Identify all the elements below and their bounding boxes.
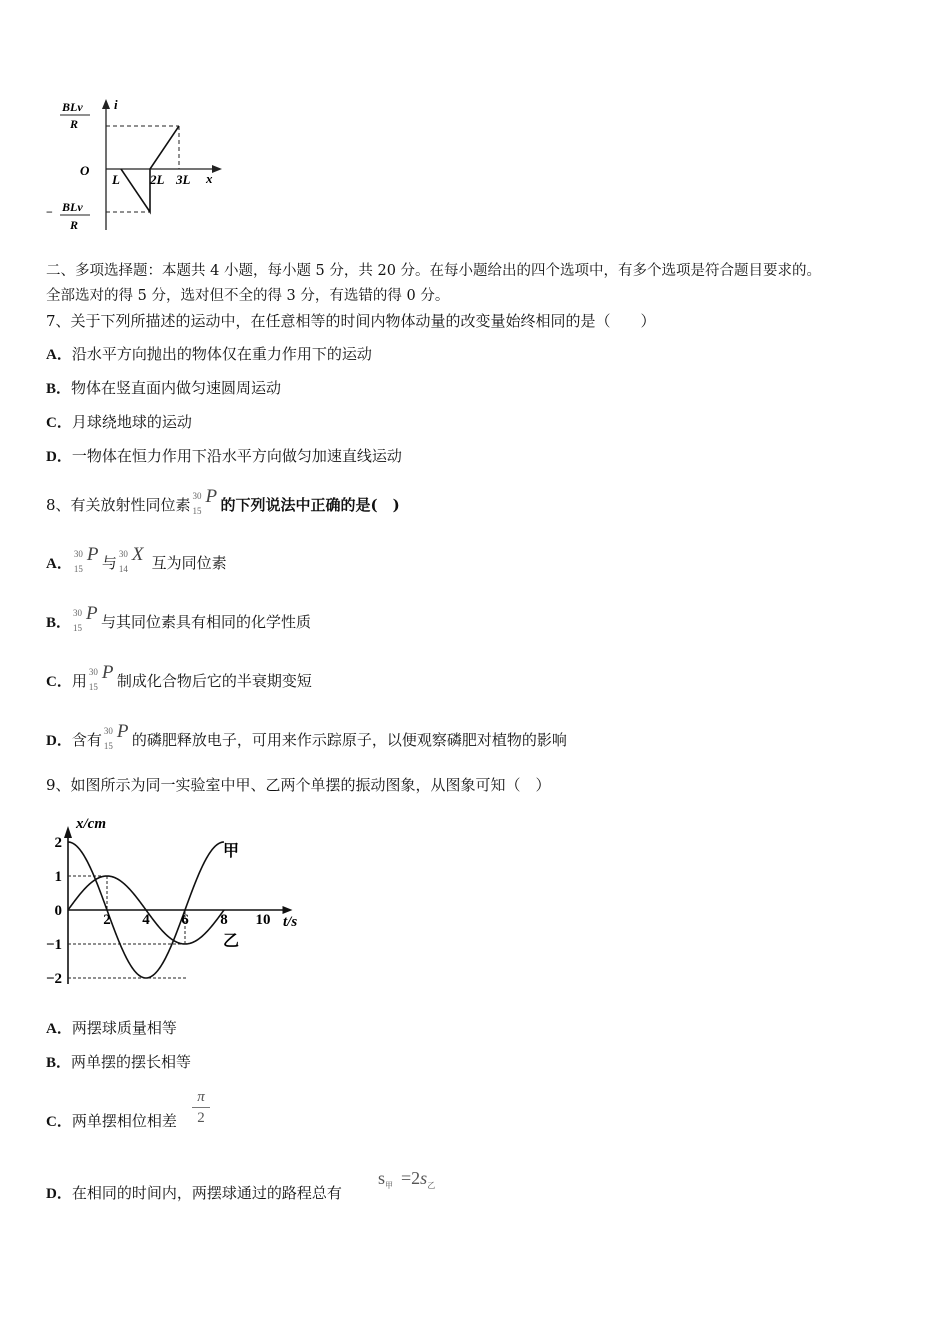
section2-line2: 全部选对的得 5 分，选对但不全的得 3 分，有选错的得 0 分。 (46, 288, 450, 304)
x-tick-label: 4 (142, 912, 150, 928)
top-frac-num: BLv (62, 100, 83, 114)
q8-option-a (46, 546, 227, 574)
element-symbol: P (86, 544, 99, 565)
formula-s1: s (378, 1168, 386, 1188)
q8-option-b (46, 605, 311, 633)
q8-stem (46, 488, 400, 516)
q8-stem-after: 的下列说法中正确的是( ) (220, 496, 400, 514)
y-axis-label: x/cm (76, 816, 106, 832)
x-axis-label: t/s (283, 914, 298, 930)
q9-option-b (46, 1052, 191, 1073)
top-frac-den: R (70, 117, 79, 131)
fraction-bar (192, 1107, 210, 1108)
option-letter: A． (46, 1021, 72, 1037)
induced-current-graph (40, 95, 230, 235)
tick-L: L (112, 172, 120, 187)
isotope-x30 (117, 546, 147, 574)
mass-number: 30 (103, 726, 113, 736)
fraction-denominator: 2 (197, 1110, 205, 1126)
option-letter: C． (46, 415, 72, 431)
isotope-p30 (72, 546, 102, 574)
option-text: 互为同位素 (151, 554, 227, 572)
option-text: 物体在竖直面内做匀速圆周运动 (71, 379, 282, 397)
y-tick-label: 2 (54, 835, 62, 851)
q7-stem: 7、关于下列所描述的运动中，在任意相等的时间内物体动量的改变量始终相同的是（ ） (46, 312, 656, 330)
option-text-mid: 与 (101, 554, 117, 572)
option-letter: B． (46, 381, 72, 397)
y-tick-label: −2 (45, 971, 62, 987)
option-letter: C． (46, 1114, 72, 1130)
element-symbol: P (86, 603, 98, 624)
series-label-yi: 乙 (223, 933, 240, 950)
option-letter: C． (46, 674, 72, 690)
formula-sub2: 乙 (427, 1181, 436, 1190)
mass-number: 30 (118, 549, 128, 559)
option-text: 沿水平方向抛出的物体仅在重力作用下的运动 (71, 345, 372, 363)
q9-option-a (46, 1018, 177, 1039)
i-axis-arrow (102, 99, 110, 109)
option-text-before: 用 (71, 672, 87, 690)
mass-number: 30 (88, 667, 98, 677)
mass-number: 30 (73, 549, 83, 559)
mass-number: 30 (192, 491, 202, 501)
formula-eq: =2 (401, 1168, 421, 1188)
x-tick-label: 8 (220, 912, 228, 928)
option-text: 两单摆的摆长相等 (71, 1053, 192, 1071)
atomic-number: 15 (103, 741, 113, 751)
x-tick-label: 6 (181, 912, 189, 928)
option-text: 两摆球质量相等 (71, 1019, 177, 1037)
q7-option-d (46, 446, 402, 467)
q9-stem: 9、如图所示为同一实验室中甲、乙两个单摆的振动图象，从图象可知（ ） (46, 776, 551, 794)
atomic-number: 15 (192, 506, 202, 516)
option-letter: A． (46, 347, 72, 363)
element-symbol: P (116, 721, 129, 742)
neg-sign: − (46, 205, 53, 219)
bottom-frac-num: BLv (62, 200, 83, 214)
q7-option-c (46, 412, 192, 433)
isotope-p30 (102, 723, 132, 751)
option-text: 的磷肥释放电子，可用来作示踪原子，以便观察磷肥对植物的影响 (131, 731, 567, 749)
option-letter: A． (46, 556, 72, 572)
x-axis-arrow (212, 165, 222, 173)
option-text: 两单摆相位相差 (71, 1112, 177, 1130)
option-letter: D． (46, 1186, 72, 1202)
x-axis-arrow (283, 906, 293, 914)
option-letter: B． (46, 1055, 72, 1071)
formula-s2: s (420, 1168, 428, 1188)
x-tick-label: 2 (103, 912, 111, 928)
tick-2L: 2L (150, 172, 165, 187)
isotope-p30 (87, 664, 117, 692)
option-text: 与其同位素具有相同的化学性质 (101, 613, 312, 631)
origin-label: O (80, 163, 90, 178)
path-formula (378, 1168, 435, 1191)
oscillation-chart (40, 808, 310, 998)
option-text-before: 含有 (71, 731, 102, 749)
element-symbol: P (101, 662, 114, 683)
bottom-frac-den: R (70, 218, 79, 232)
mass-number: 30 (73, 608, 83, 618)
i-axis-label: i (114, 97, 118, 112)
option-letter: D． (46, 449, 72, 465)
q9-option-d (46, 1183, 342, 1204)
y-tick-label: −1 (45, 937, 62, 953)
q7-option-b (46, 378, 281, 399)
y-tick-label: 1 (54, 869, 62, 885)
formula-sub1: 甲 (385, 1181, 394, 1190)
element-symbol: P (205, 486, 218, 507)
option-text: 月球绕地球的运动 (71, 413, 192, 431)
x-tick-label: 10 (255, 912, 271, 928)
option-text: 在相同的时间内，两摆球通过的路程总有 (71, 1184, 342, 1202)
atomic-number: 14 (118, 564, 128, 574)
fraction-numerator: π (197, 1089, 205, 1105)
x-axis-label: x (206, 171, 213, 186)
pi-over-two-fraction (192, 1088, 210, 1127)
element-symbol: X (131, 544, 144, 565)
y-tick-label: 0 (54, 903, 62, 919)
option-letter: D． (46, 733, 72, 749)
q7-option-a (46, 344, 372, 365)
isotope-p30 (71, 605, 101, 633)
option-letter: B． (46, 615, 72, 631)
tick-3L: 3L (176, 172, 191, 187)
series-label-jia: 甲 (223, 843, 240, 860)
atomic-number: 15 (88, 682, 98, 692)
atomic-number: 15 (73, 564, 83, 574)
q8-option-c (46, 664, 312, 692)
option-text: 一物体在恒力作用下沿水平方向做匀加速直线运动 (71, 447, 402, 465)
option-text: 制成化合物后它的半衰期变短 (116, 672, 312, 690)
y-axis-arrow (64, 826, 72, 838)
atomic-number: 15 (73, 623, 83, 633)
q8-stem-before: 8、有关放射性同位素 (46, 496, 191, 514)
section2-line1: 二、多项选择题：本题共 4 小题，每小题 5 分，共 20 分。在每小题给出的四个选项中，有多个选项是符合题目要求的。 (46, 263, 822, 279)
q8-option-d (46, 723, 567, 751)
isotope-p30 (191, 488, 221, 516)
q9-option-c (46, 1111, 177, 1132)
